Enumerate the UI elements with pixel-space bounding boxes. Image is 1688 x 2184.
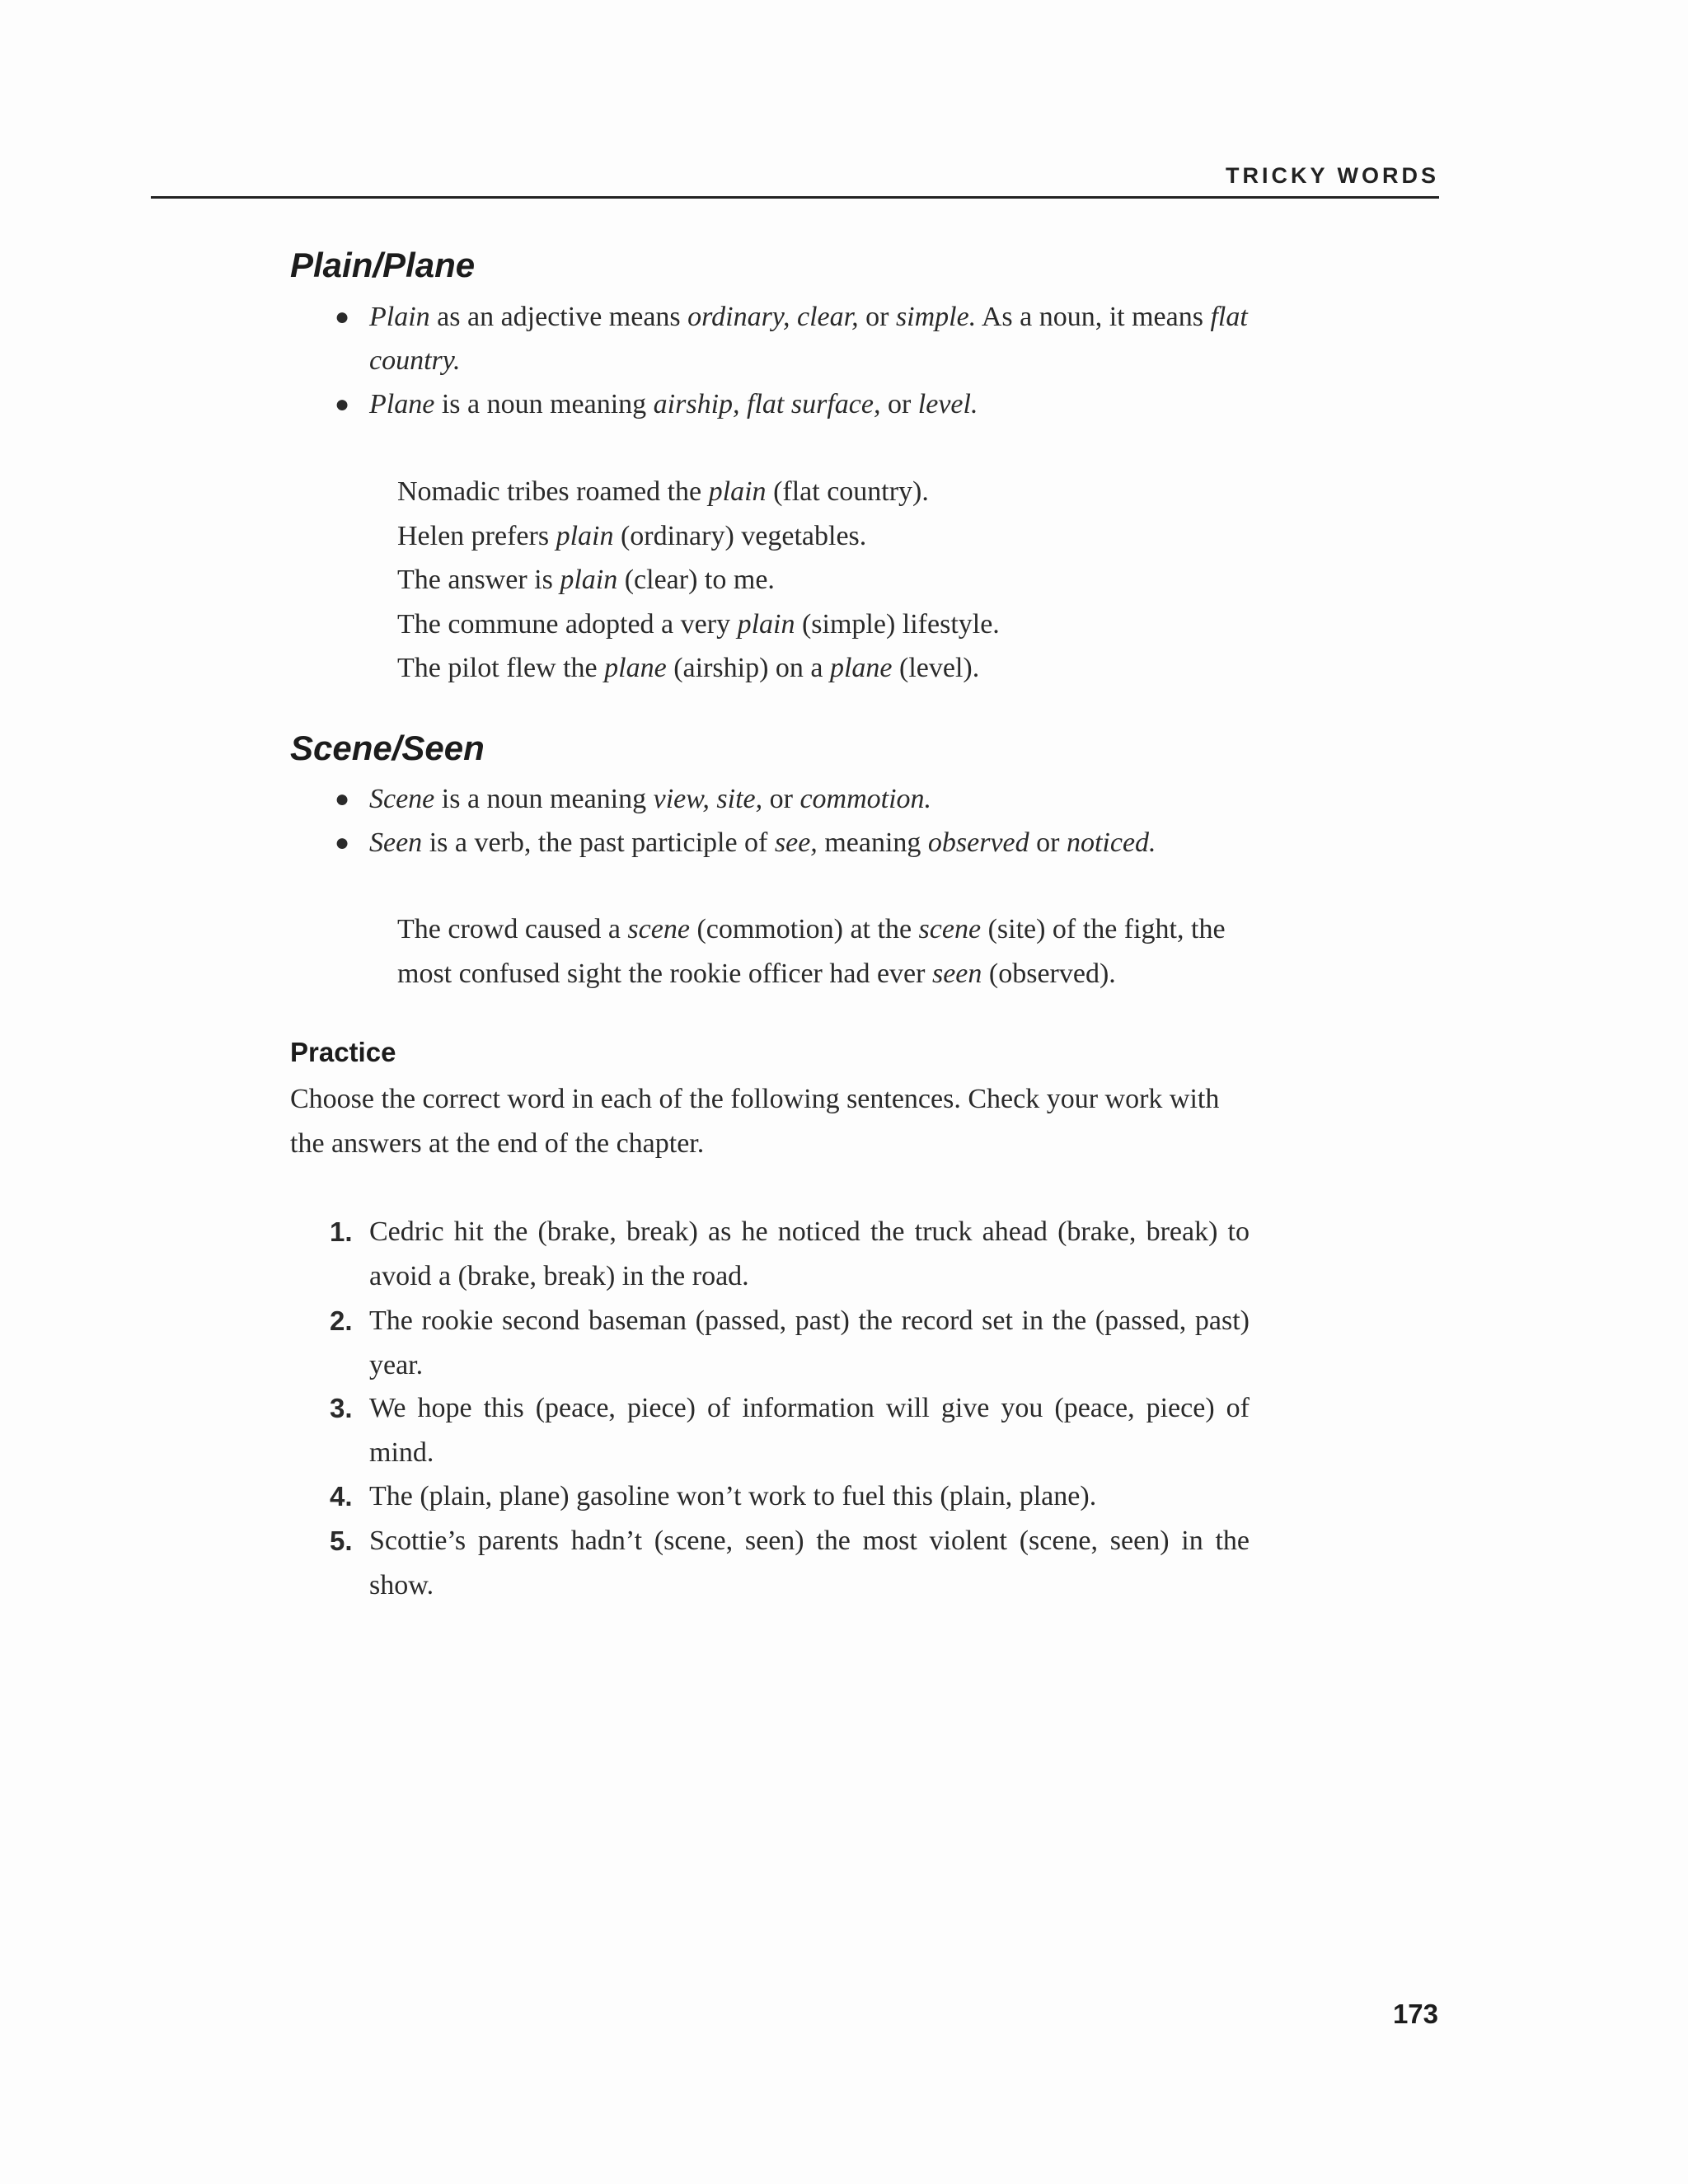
example-paragraph bbox=[397, 907, 1250, 996]
italic-text: plane bbox=[604, 653, 667, 684]
text-run: is a noun meaning bbox=[434, 389, 654, 419]
italic-text: flat country. bbox=[369, 302, 1248, 376]
exercise-item bbox=[330, 1299, 1250, 1388]
example-sentence bbox=[397, 602, 1000, 647]
text-run: (airship) on a bbox=[666, 653, 830, 684]
example-sentence bbox=[397, 514, 1000, 559]
example-sentence bbox=[397, 646, 1000, 691]
text-run: The pilot flew the bbox=[397, 653, 605, 684]
exercise-item bbox=[330, 1519, 1250, 1608]
exercise-item bbox=[330, 1386, 1250, 1475]
text-run: (ordinary) vegetables. bbox=[613, 520, 867, 551]
italic-text: view, site, bbox=[653, 784, 763, 814]
italic-text: scene bbox=[918, 914, 982, 944]
text-run: The answer is bbox=[397, 565, 560, 596]
example-sentence bbox=[397, 470, 1000, 514]
italic-text: plane bbox=[829, 653, 893, 684]
text-run: The commune adopted a very bbox=[397, 608, 738, 640]
italic-text: observed bbox=[927, 827, 1029, 858]
italic-text: plain bbox=[708, 476, 767, 507]
italic-text: Plain bbox=[369, 302, 430, 332]
section-title-scene-seen: Scene/Seen bbox=[290, 729, 485, 767]
text-run: (level). bbox=[892, 653, 980, 684]
exercise-text: The rookie second baseman (passed, past) the record set in the (passed, past) year. bbox=[369, 1305, 1250, 1380]
example-sentence bbox=[397, 558, 1000, 602]
exercise-item bbox=[330, 1474, 1250, 1519]
italic-text: see, bbox=[774, 827, 818, 858]
exercise-number: 5. bbox=[330, 1526, 353, 1556]
practice-instructions: Choose the correct word in each of the following sentences. Check your work with the answers at the end of the chapter. bbox=[290, 1084, 1220, 1159]
page-number: 173 bbox=[1392, 1999, 1438, 2029]
text-run: Helen prefers bbox=[397, 520, 556, 551]
text-run: or bbox=[880, 389, 918, 419]
text-run: as an adjective means bbox=[429, 302, 688, 332]
bullet-icon: ● bbox=[335, 785, 350, 813]
italic-text: scene bbox=[627, 914, 690, 944]
text-run: is a noun meaning bbox=[434, 784, 654, 814]
text-run: Nomadic tribes roamed the bbox=[397, 476, 709, 507]
exercise-number: 2. bbox=[330, 1305, 353, 1336]
exercise-number: 3. bbox=[330, 1393, 353, 1423]
text-run: The crowd caused a bbox=[397, 914, 628, 944]
practice-title: Practice bbox=[290, 1037, 396, 1067]
exercise-item bbox=[330, 1210, 1250, 1299]
examples-plain-plane bbox=[397, 470, 1000, 691]
bullet-icon: ● bbox=[335, 829, 350, 856]
bullet-icon: ● bbox=[335, 391, 350, 418]
text-run: or bbox=[762, 784, 800, 814]
italic-text: plain bbox=[556, 520, 614, 551]
text-run: (site) of the fight, the most confused sight the rookie officer had ever bbox=[397, 914, 1226, 989]
bullet-list-scene-seen bbox=[335, 777, 1251, 865]
bullet-item bbox=[335, 777, 1251, 821]
italic-text: Seen bbox=[369, 827, 423, 858]
running-head: TRICKY WORDS bbox=[1225, 163, 1439, 188]
text-run: (simple) lifestyle. bbox=[795, 608, 1000, 640]
text-run: (commotion) at the bbox=[689, 914, 919, 944]
italic-text: plain bbox=[737, 608, 795, 640]
text-run: or bbox=[858, 302, 896, 332]
italic-text: simple. bbox=[895, 302, 977, 332]
exercise-text: Scottie’s parents hadn’t (scene, seen) the most violent (scene, seen) in the show. bbox=[369, 1526, 1250, 1601]
bullet-item bbox=[335, 382, 1251, 426]
text-run: or bbox=[1029, 827, 1067, 858]
exercise-text: Cedric hit the (brake, break) as he noticed the truck ahead (brake, break) to avoid a (brake, break) in the road. bbox=[369, 1216, 1250, 1291]
italic-text: noticed. bbox=[1066, 827, 1156, 858]
italic-text: airship, flat surface, bbox=[653, 389, 881, 419]
text-run: As a noun, it means bbox=[976, 302, 1211, 332]
exercise-number: 1. bbox=[330, 1216, 353, 1247]
italic-text: Plane bbox=[369, 389, 435, 419]
text-run: (observed). bbox=[982, 958, 1116, 989]
bullet-list-plain-plane bbox=[335, 295, 1251, 426]
exercise-text: The (plain, plane) gasoline won’t work to fuel this (plain, plane). bbox=[369, 1481, 1097, 1511]
header-rule bbox=[151, 196, 1439, 199]
italic-text: commotion. bbox=[799, 784, 932, 814]
bullet-icon: ● bbox=[335, 303, 350, 330]
italic-text: seen bbox=[931, 958, 982, 989]
italic-text: Scene bbox=[369, 784, 435, 814]
italic-text: plain bbox=[560, 565, 618, 596]
italic-text: ordinary, clear, bbox=[687, 302, 859, 332]
text-run: (flat country). bbox=[766, 476, 929, 507]
exercise-number: 4. bbox=[330, 1481, 353, 1511]
italic-text: level. bbox=[917, 389, 978, 419]
text-run: meaning bbox=[817, 827, 928, 858]
section-title-plain-plane: Plain/Plane bbox=[290, 246, 476, 284]
bullet-item bbox=[335, 295, 1251, 382]
examples-scene-seen bbox=[397, 907, 1250, 996]
exercise-text: We hope this (peace, piece) of information will give you (peace, piece) of mind. bbox=[369, 1393, 1250, 1468]
text-run: is a verb, the past participle of bbox=[422, 827, 775, 858]
text-run: (clear) to me. bbox=[617, 565, 775, 596]
bullet-item bbox=[335, 821, 1251, 865]
